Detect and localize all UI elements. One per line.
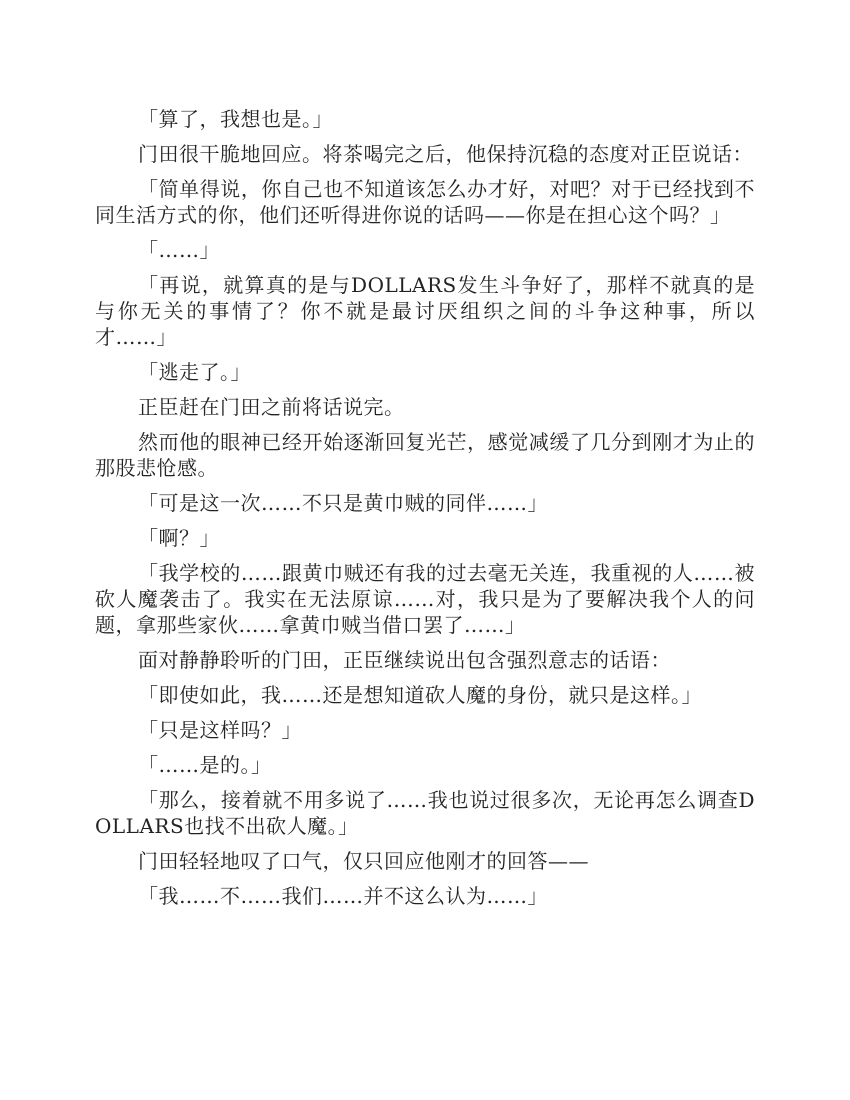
paragraph: 门田很干脆地回应。将茶喝完之后，他保持沉稳的态度对正臣说话： xyxy=(138,142,753,166)
paragraph: 「可是这一次……不只是黄巾贼的同伴……」 xyxy=(138,491,548,515)
paragraph: 正臣赶在门田之前将话说完。 xyxy=(138,395,405,419)
paragraph: 「我……不……我们……并不这么认为……」 xyxy=(138,884,548,908)
novel-page-text xyxy=(95,106,755,918)
paragraph: 「算了，我想也是。」 xyxy=(138,107,333,131)
paragraph: 面对静静聆听的门田，正臣继续说出包含强烈意志的话语： xyxy=(138,648,671,672)
paragraph: 「即使如此，我……还是想知道砍人魔的身份，就只是这样。」 xyxy=(138,683,702,707)
paragraph: 「……」 xyxy=(138,238,220,262)
paragraph: 「那么，接着就不用多说了……我也说过很多次，无论再怎么调查DOLLARS也找不出砍人魔。」 xyxy=(95,788,755,838)
paragraph: 门田轻轻地叹了口气，仅只回应他刚才的回答—— xyxy=(138,849,589,873)
paragraph: 「简单得说，你自己也不知道该怎么办才好，对吧？对于已经找到不同生活方式的你，他们还听得进你说的话吗——你是在担心这个吗？」 xyxy=(95,177,755,227)
paragraph: 「逃走了。」 xyxy=(138,360,251,384)
paragraph: 然而他的眼神已经开始逐渐回复光芒，感觉减缓了几分到刚才为止的那股悲怆感。 xyxy=(95,430,755,480)
paragraph: 「只是这样吗？」 xyxy=(138,718,302,742)
paragraph: 「……是的。」 xyxy=(138,753,272,777)
paragraph: 「再说，就算真的是与DOLLARS发生斗争好了，那样不就真的是与你无关的事情了？你不就是最讨厌组织之间的斗争这种事，所以才……」 xyxy=(95,273,755,349)
paragraph: 「啊？」 xyxy=(138,526,220,550)
paragraph: 「我学校的……跟黄巾贼还有我的过去毫无关连，我重视的人……被砍人魔袭击了。我实在无法原谅……对，我只是为了要解决我个人的问题，拿那些家伙……拿黄巾贼当借口罢了……」 xyxy=(95,561,755,637)
